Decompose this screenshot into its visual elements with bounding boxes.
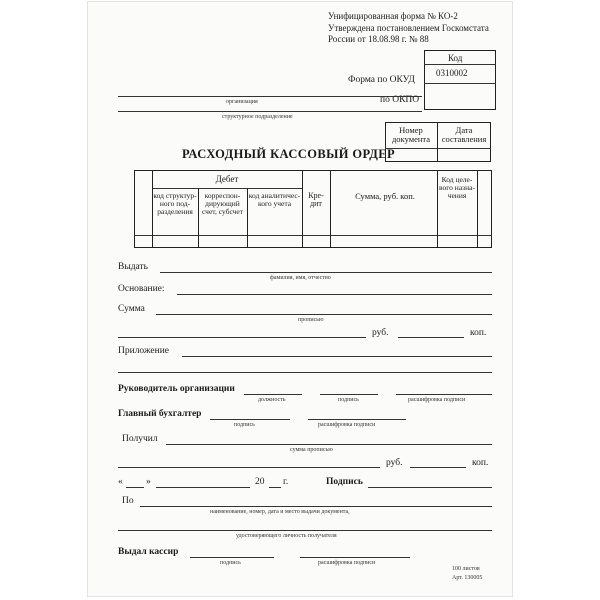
rukovoditel-name-hint: расшифровка подписи (408, 397, 466, 403)
glavbuh-sign-hint: подпись (234, 422, 255, 428)
year-20: 20 (255, 477, 265, 487)
article-number: Арт. 130005 (452, 575, 483, 581)
sheets-count: 100 листов (452, 566, 480, 572)
organization-hint: организация (226, 99, 258, 105)
okpo-label: по ОКПО (380, 95, 420, 105)
date-day-line[interactable] (126, 487, 144, 488)
po-hint: наименование, номер, дата и место выдачи документа, (210, 509, 350, 515)
doc-date-field[interactable] (438, 149, 490, 161)
col-kod-cel: Код целе-вого назна-чения (439, 175, 475, 200)
poluchil-line-2[interactable] (118, 467, 380, 468)
col-summa: Сумма, руб. коп. (355, 191, 415, 201)
vydat-hint: фамилия, имя, отчество (270, 275, 331, 281)
summa-label: Сумма (118, 304, 145, 314)
rukovoditel-name-line[interactable] (396, 394, 492, 395)
vydat-label: Выдать (118, 262, 149, 272)
date-open-quote: « (118, 477, 123, 487)
doc-date-label: Дата составления (441, 125, 487, 144)
structural-unit-hint: структурное подразделение (222, 114, 293, 120)
glavbuh-name-hint: расшифровка подписи (318, 422, 376, 428)
podpis-label: Подпись (326, 477, 363, 487)
udostov-hint: удостоверяющего личность получателя (236, 533, 337, 539)
poluchil-kop-label: коп. (472, 458, 489, 468)
rukovoditel-sign-line[interactable] (320, 394, 378, 395)
kassir-sign-line[interactable] (190, 557, 274, 558)
prilozhenie-line[interactable] (182, 356, 492, 357)
rukovoditel-position-line[interactable] (244, 394, 302, 395)
vydat-line[interactable] (160, 272, 492, 273)
glavbuh-label: Главный бухгалтер (118, 409, 202, 419)
prilozhenie-label: Приложение (118, 346, 169, 356)
col-korr-schet: корреспон-дирующий счет, субсчет (202, 191, 243, 216)
rub-label: руб. (372, 328, 389, 338)
poluchil-kop-line[interactable] (410, 467, 466, 468)
rukovoditel-sign-hint: подпись (338, 397, 359, 403)
rukovoditel-label: Руководитель организации (118, 384, 235, 394)
poluchil-line[interactable] (166, 444, 492, 445)
summa-hint: прописью (298, 317, 324, 323)
kassir-name-line[interactable] (300, 557, 410, 558)
doc-number-label: Номер документа (391, 125, 430, 144)
poluchil-hint: сумма прописью (290, 447, 333, 453)
po-line[interactable] (140, 506, 492, 507)
osnovanie-label: Основание: (118, 284, 165, 294)
col-kod-anal: код аналитичес-кого учета (248, 191, 301, 208)
date-year-line[interactable] (269, 487, 281, 488)
date-close-quote: » (146, 477, 151, 487)
date-month-line[interactable] (156, 487, 250, 488)
kop-line[interactable] (398, 337, 464, 338)
approval-line: Утверждена постановлением Госкомстата (328, 23, 489, 33)
col-kredit: Кре-дит (308, 191, 324, 209)
poluchil-rub-label: руб. (386, 458, 403, 468)
prilozhenie-line-2[interactable] (118, 372, 492, 373)
kassir-name-hint: расшифровка подписи (318, 560, 376, 566)
col-kod-strukt: код структур-ного под-разделения (153, 191, 197, 216)
form-name: Унифицированная форма № КО-2 (328, 11, 458, 21)
approval-date: России от 18.08.98 г. № 88 (328, 34, 429, 44)
po-line-2[interactable] (118, 530, 492, 531)
summa-line[interactable] (156, 314, 492, 315)
okud-value[interactable]: 0310002 (436, 68, 468, 78)
organization-line[interactable] (118, 96, 422, 97)
year-g: г. (283, 477, 289, 487)
document-title: РАСХОДНЫЙ КАССОВЫЙ ОРДЕР (182, 147, 395, 161)
kod-header: Код (448, 53, 463, 63)
kassir-sign-hint: подпись (220, 560, 241, 566)
summa-line-2[interactable] (118, 337, 366, 338)
dolzhnost-hint: должность (258, 397, 286, 403)
structural-unit-line[interactable] (118, 111, 422, 112)
podpis-line[interactable] (368, 487, 492, 488)
debet-header: Дебет (215, 174, 239, 184)
glavbuh-sign-line[interactable] (210, 419, 290, 420)
poluchil-label: Получил (122, 434, 158, 444)
kop-label: коп. (470, 328, 487, 338)
okud-label: Форма по ОКУД (348, 75, 415, 85)
glavbuh-name-line[interactable] (308, 419, 406, 420)
table-entry-row[interactable] (135, 236, 491, 247)
osnovanie-line[interactable] (177, 294, 492, 295)
po-label: По (122, 496, 134, 506)
vydal-kassir-label: Выдал кассир (118, 547, 179, 557)
